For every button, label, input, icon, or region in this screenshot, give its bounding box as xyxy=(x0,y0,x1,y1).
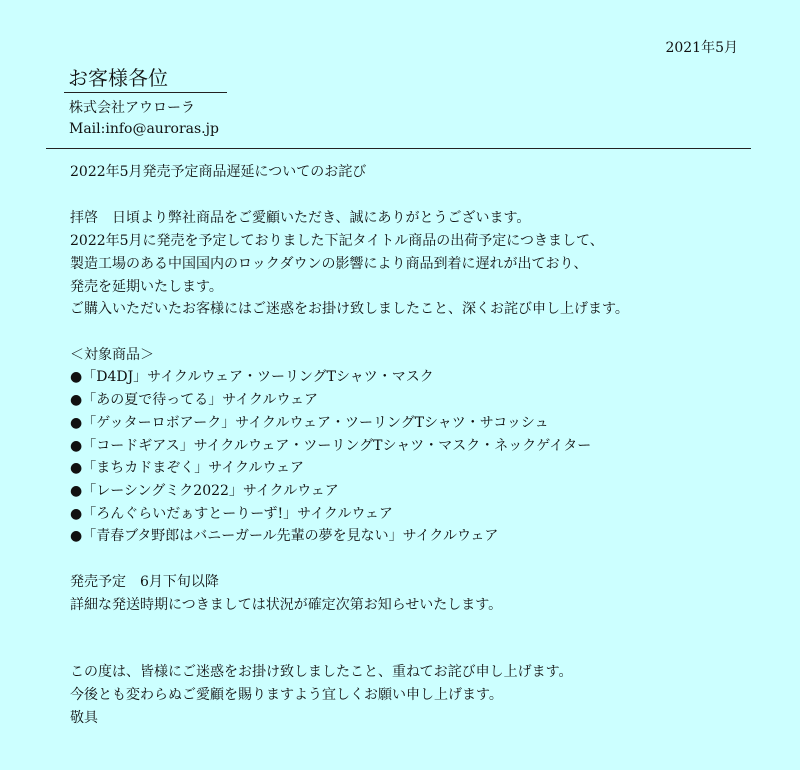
product-item: ●「ゲッターロボアーク」サイクルウェア・ツーリングTシャツ・サコッシュ xyxy=(70,415,549,431)
closing-line: 今後とも変わらぬご愛顧を賜りますよう宜しくお願い申し上げます。 xyxy=(70,687,503,703)
product-item: ●「コードギアス」サイクルウェア・ツーリングTシャツ・マスク・ネックゲイター xyxy=(70,438,592,454)
product-item: ●「青春ブタ野郎はバニーガール先輩の夢を見ない」サイクルウェア xyxy=(70,528,499,544)
salutation: お客様各位 xyxy=(68,66,168,90)
closing-sign-off: 敬具 xyxy=(70,710,98,726)
body-line: ご購入いただいたお客様にはご迷惑をお掛け致しましたこと、深くお詫び申し上げます。 xyxy=(70,301,629,317)
body-line: 2022年5月に発売を予定しておりました下記タイトル商品の出荷予定につきまして、 xyxy=(70,233,604,249)
salutation-underline xyxy=(64,92,227,93)
body-line: 拝啓 日頃より弊社商品をご愛顧いただき、誠にありがとうございます。 xyxy=(70,210,531,226)
body-line: 発売を延期いたします。 xyxy=(70,279,223,295)
product-item: ●「レーシングミク2022」サイクルウェア xyxy=(70,483,339,499)
company-name: 株式会社アウローラ xyxy=(69,100,195,116)
product-item: ●「D4DJ」サイクルウェア・ツーリングTシャツ・マスク xyxy=(70,369,434,385)
product-item: ●「ろんぐらいだぁすとーりーず!」サイクルウェア xyxy=(70,506,393,522)
shipping-note: 詳細な発送時期につきましては状況が確定次第お知らせいたします。 xyxy=(70,597,503,613)
letter-date: 2021年5月 xyxy=(665,40,738,56)
subject-line: 2022年5月発売予定商品遅延についてのお詫び xyxy=(70,164,367,180)
release-schedule: 発売予定 6月下旬以降 xyxy=(70,574,219,590)
products-heading: ＜対象商品＞ xyxy=(70,347,154,363)
header-divider xyxy=(46,148,751,149)
body-line: 製造工場のある中国国内のロックダウンの影響により商品到着に遅れが出ており、 xyxy=(70,256,588,272)
closing-line: この度は、皆様にご迷惑をお掛け致しましたこと、重ねてお詫び申し上げます。 xyxy=(70,664,573,680)
product-item: ●「あの夏で待ってる」サイクルウェア xyxy=(70,392,318,408)
contact-email: Mail:info@auroras.jp xyxy=(69,121,219,137)
product-item: ●「まちカドまぞく」サイクルウェア xyxy=(70,460,304,476)
